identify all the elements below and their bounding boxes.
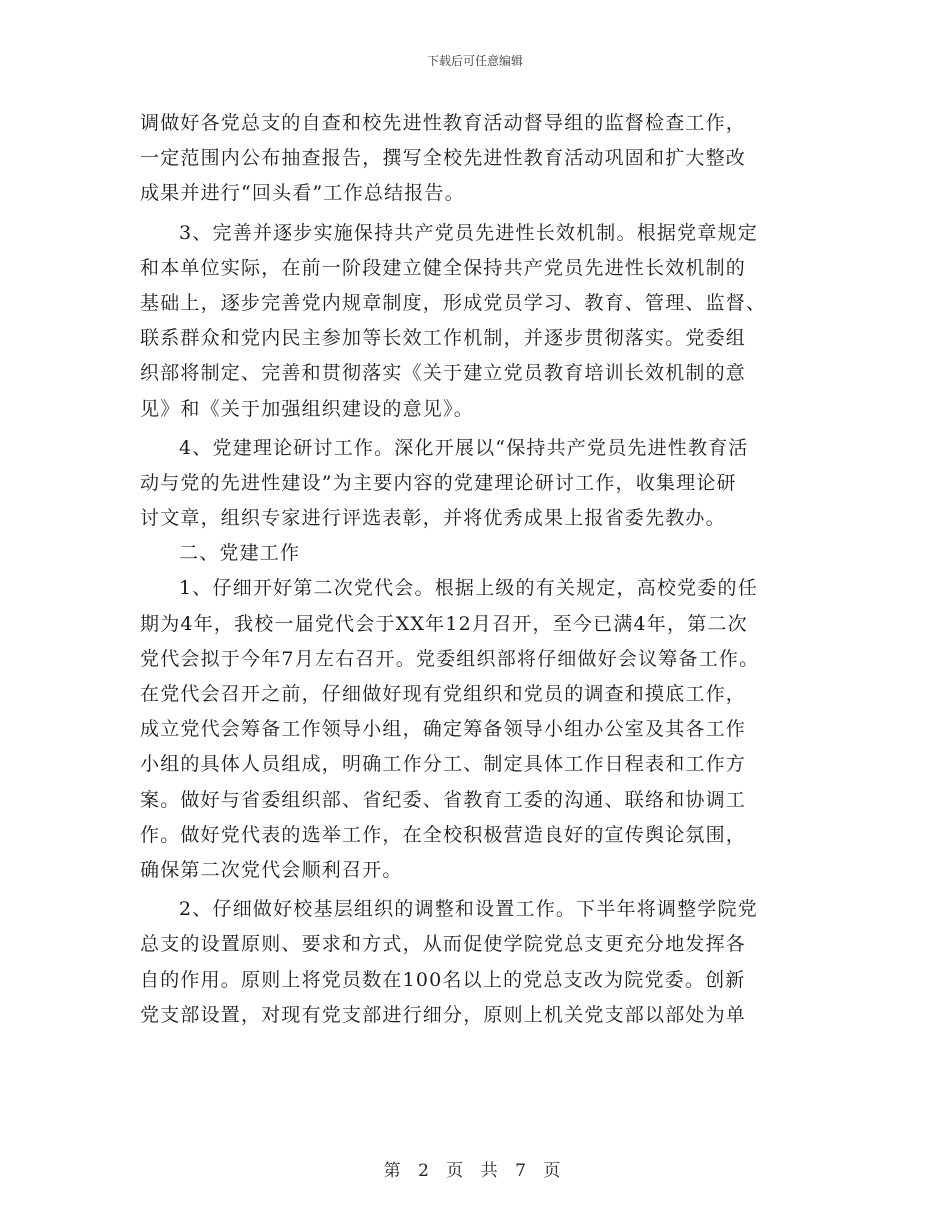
paragraph-start-line: 1、仔细开好第二次党代会。根据上级的有关规定，高校党委的任 — [179, 577, 758, 600]
text-line: 讨文章，组织专家进行评选表彰，并将优秀成果上报省委先教办。 — [140, 507, 726, 530]
document-body — [140, 106, 800, 1033]
text-line: 联系群众和党内民主参加等长效工作机制，并逐步贯彻落实。党委组 — [140, 327, 747, 350]
text-line: 动与党的先进性建设”为主要内容的党建理论研讨工作，收集理论研 — [140, 471, 737, 494]
text-line: 小组的具体人员组成，明确工作分工、制定具体工作日程表和工作方 — [140, 753, 747, 776]
text-line: 案。做好与省委组织部、省纪委、省教育工委的沟通、联络和协调工 — [140, 788, 747, 811]
text-line: 成果并进行“回头看”工作总结报告。 — [140, 182, 465, 205]
text-line: 一定范围内公布抽查报告，撰写全校先进性教育活动巩固和扩大整改 — [140, 147, 747, 170]
text-line: 党支部设置，对现有党支部进行细分，原则上机关党支部以部处为单 — [140, 1003, 747, 1026]
paragraph-start-line: 3、完善并逐步实施保持共产党员先进性长效机制。根据党章规定 — [179, 221, 758, 244]
text-line: 总支的设置原则、要求和方式，从而促使学院党总支更充分地发挥各 — [140, 933, 747, 956]
text-line: 确保第二次党代会顺利召开。 — [140, 858, 403, 881]
text-line: 党代会拟于今年7月左右召开。党委组织部将仔细做好会议筹备工作。 — [140, 647, 760, 670]
page-number-footer: 第 2 页 共 7 页 — [383, 1161, 567, 1181]
text-line: 在党代会召开之前，仔细做好现有党组织和党员的调查和摸底工作， — [140, 683, 747, 705]
text-line: 期为4年，我校一届党代会于XX年12月召开，至今已满4年，第二次 — [140, 612, 748, 635]
section-heading: 二、党建工作 — [179, 542, 301, 565]
paragraph-start-line: 4、党建理论研讨工作。深化开展以“保持共产党员先进性教育活 — [179, 436, 749, 459]
paragraph-start-line: 2、仔细做好校基层组织的调整和设置工作。下半年将调整学院党 — [179, 898, 758, 921]
text-line: 织部将制定、完善和贯彻落实《关于建立党员教育培训长效机制的意 — [140, 362, 747, 385]
text-line: 作。做好党代表的选举工作，在全校积极营造良好的宣传舆论氛围， — [140, 823, 747, 846]
text-line: 成立党代会筹备工作领导小组，确定筹备领导小组办公室及其各工作 — [140, 718, 747, 741]
text-line: 和本单位实际，在前一阶段建立健全保持共产党员先进性长效机制的 — [140, 256, 747, 279]
text-line: 基础上，逐步完善党内规章制度，形成党员学习、教育、管理、监督、 — [140, 291, 767, 314]
text-line: 自的作用。原则上将党员数在100名以上的党总支改为院党委。创新 — [140, 968, 746, 991]
text-line: 调做好各党总支的自查和校先进性教育活动督导组的监督检查工作， — [140, 112, 747, 134]
text-line: 见》和《关于加强组织建设的意见》。 — [140, 397, 474, 420]
page-header-note: 下载后可任意编辑 — [426, 54, 523, 68]
